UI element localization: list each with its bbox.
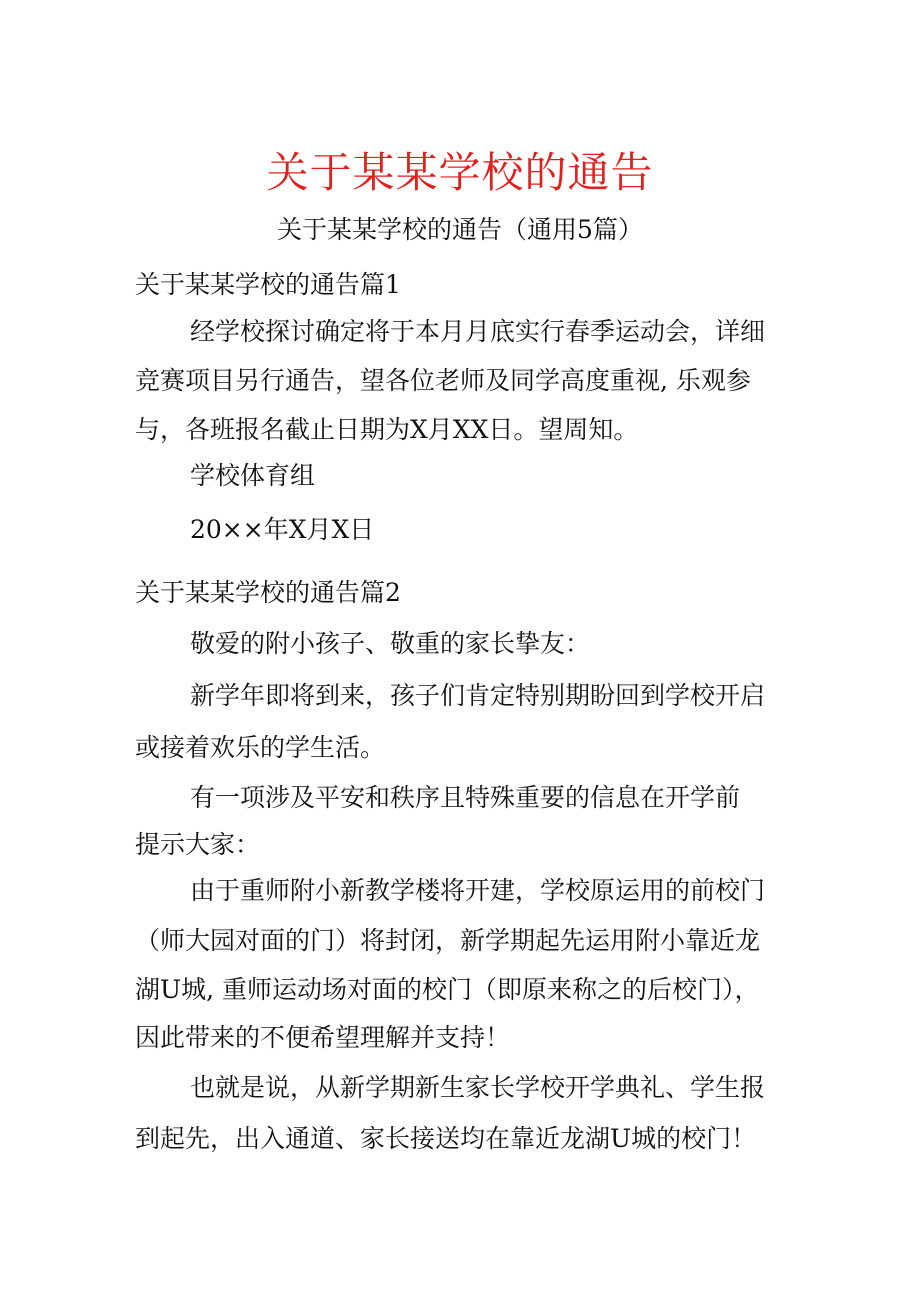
section1-date: 20××年X月X日 xyxy=(190,515,375,544)
document-title: 关于某某学校的通告 xyxy=(266,148,654,197)
section2-paragraph-line: 到起先，出入通道、家长接送均在靠近龙湖U城的校门！ xyxy=(135,1124,757,1153)
section2-paragraph-line: 或接着欢乐的学生活。 xyxy=(135,733,386,762)
section2-greeting: 敬爱的附小孩子、敬重的家长挚友： xyxy=(190,629,591,658)
section1-heading: 关于某某学校的通告篇1 xyxy=(135,270,401,299)
section2-paragraph-line: 有一项涉及平安和秩序且特殊重要的信息在开学前 xyxy=(190,783,741,812)
section2-paragraph-line: 新学年即将到来，孩子们肯定特别期盼回到学校开启 xyxy=(190,681,766,710)
section2-paragraph-line: 也就是说，从新学期新生家长学校开学典礼、学生报 xyxy=(190,1073,766,1102)
section1-paragraph-line: 经学校探讨确定将于本月月底实行春季运动会，详细 xyxy=(190,317,766,346)
section2-paragraph-line: 湖U城, 重师运动场对面的校门（即原来称之的后校门）， xyxy=(135,975,760,1004)
section2-paragraph-line: 因此带来的不便希望理解并支持！ xyxy=(135,1023,511,1052)
section1-signature: 学校体育组 xyxy=(190,461,316,490)
section2-heading: 关于某某学校的通告篇2 xyxy=(135,578,401,607)
section2-paragraph-line: （师大园对面的门）将封闭，新学期起先运用附小靠近龙 xyxy=(135,926,761,955)
section1-paragraph-line: 与，各班报名截止日期为X月XX日。望周知。 xyxy=(135,415,639,444)
section2-paragraph-line: 提示大家： xyxy=(135,830,261,859)
section1-paragraph-line: 竞赛项目另行通告，望各位老师及同学高度重视, 乐观参 xyxy=(135,366,751,395)
document-subtitle: 关于某某学校的通告（通用5篇） xyxy=(277,215,643,244)
section2-paragraph-line: 由于重师附小新教学楼将开建，学校原运用的前校门 xyxy=(190,876,766,905)
